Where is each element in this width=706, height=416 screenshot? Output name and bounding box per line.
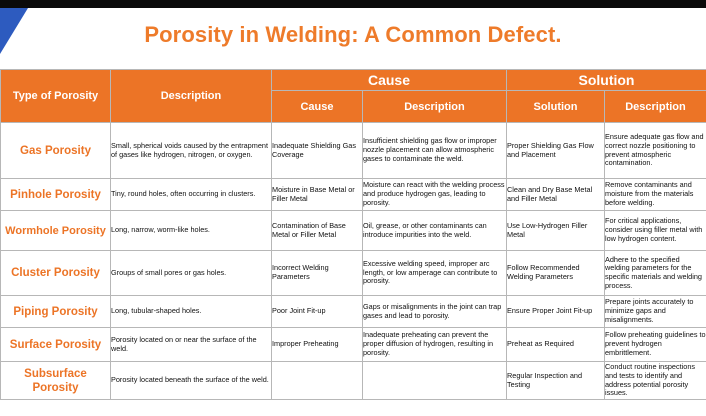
porosity-type: Cluster Porosity	[1, 251, 111, 296]
solution-description: For critical applications, consider using filler metal with low hydrogen content.	[605, 211, 706, 251]
porosity-type: Subsurface Porosity	[1, 362, 111, 400]
porosity-description: Porosity located on or near the surface of the weld.	[111, 328, 272, 362]
porosity-description: Groups of small pores or gas holes.	[111, 251, 272, 296]
solution-description: Adhere to the specified welding parameters for the specific materials and welding process.	[605, 251, 706, 296]
header-solution-group: Solution	[507, 70, 706, 91]
cause-description	[363, 362, 507, 400]
table-row	[1, 179, 706, 211]
porosity-description: Porosity located beneath the surface of the weld.	[111, 362, 272, 400]
solution-description: Follow preheating guidelines to prevent hydrogen embrittlement.	[605, 328, 706, 362]
cause-description: Inadequate preheating can prevent the proper diffusion of hydrogen, resulting in porosity.	[363, 328, 507, 362]
table-row	[1, 251, 706, 296]
cause-description: Insufficient shielding gas flow or improper nozzle placement can allow atmospheric gases to contaminate the weld.	[363, 123, 507, 179]
cause-description: Excessive welding speed, improper arc length, or low amperage can contribute to porosity.	[363, 251, 507, 296]
cause: Improper Preheating	[272, 328, 363, 362]
solution: Ensure Proper Joint Fit-up	[507, 296, 605, 328]
solution: Follow Recommended Welding Parameters	[507, 251, 605, 296]
cause: Moisture in Base Metal or Filler Metal	[272, 179, 363, 211]
table-row	[1, 328, 706, 362]
header-solution: Solution	[507, 91, 605, 123]
cause-description: Oil, grease, or other contaminants can introduce impurities into the weld.	[363, 211, 507, 251]
page-title: Porosity in Welding: A Common Defect.	[144, 22, 562, 47]
cause: Incorrect Welding Parameters	[272, 251, 363, 296]
porosity-type: Wormhole Porosity	[1, 211, 111, 251]
porosity-table	[0, 69, 706, 400]
solution: Preheat as Required	[507, 328, 605, 362]
porosity-type: Gas Porosity	[1, 123, 111, 179]
cause: Inadequate Shielding Gas Coverage	[272, 123, 363, 179]
cause-description: Gaps or misalignments in the joint can trap gases and lead to porosity.	[363, 296, 507, 328]
porosity-type: Pinhole Porosity	[1, 179, 111, 211]
header-description: Description	[111, 70, 272, 123]
porosity-description: Long, tubular-shaped holes.	[111, 296, 272, 328]
top-bar	[0, 0, 706, 8]
cause	[272, 362, 363, 400]
table-row	[1, 211, 706, 251]
porosity-description: Small, spherical voids caused by the entrapment of gases like hydrogen, nitrogen, or oxygen.	[111, 123, 272, 179]
porosity-type: Surface Porosity	[1, 328, 111, 362]
cause: Poor Joint Fit-up	[272, 296, 363, 328]
porosity-type: Piping Porosity	[1, 296, 111, 328]
solution-description: Conduct routine inspections and tests to identify and address potential porosity issues.	[605, 362, 706, 400]
solution-description: Prepare joints accurately to minimize gaps and misalignments.	[605, 296, 706, 328]
header-type-of-porosity: Type of Porosity	[1, 70, 111, 123]
porosity-description: Tiny, round holes, often occurring in clusters.	[111, 179, 272, 211]
header-cause-description: Description	[363, 91, 507, 123]
solution-description: Ensure adequate gas flow and correct nozzle positioning to prevent atmospheric contamination.	[605, 123, 706, 179]
porosity-description: Long, narrow, worm-like holes.	[111, 211, 272, 251]
solution: Clean and Dry Base Metal and Filler Metal	[507, 179, 605, 211]
solution-description: Remove contaminants and moisture from the materials before welding.	[605, 179, 706, 211]
solution: Regular Inspection and Testing	[507, 362, 605, 400]
solution: Proper Shielding Gas Flow and Placement	[507, 123, 605, 179]
cause-description: Moisture can react with the welding process and produce hydrogen gas, leading to porosity.	[363, 179, 507, 211]
table-row	[1, 123, 706, 179]
solution: Use Low-Hydrogen Filler Metal	[507, 211, 605, 251]
table-row	[1, 362, 706, 400]
header-cause-group: Cause	[272, 70, 507, 91]
header-cause: Cause	[272, 91, 363, 123]
header-solution-description: Description	[605, 91, 706, 123]
table-row	[1, 296, 706, 328]
cause: Contamination of Base Metal or Filler Metal	[272, 211, 363, 251]
